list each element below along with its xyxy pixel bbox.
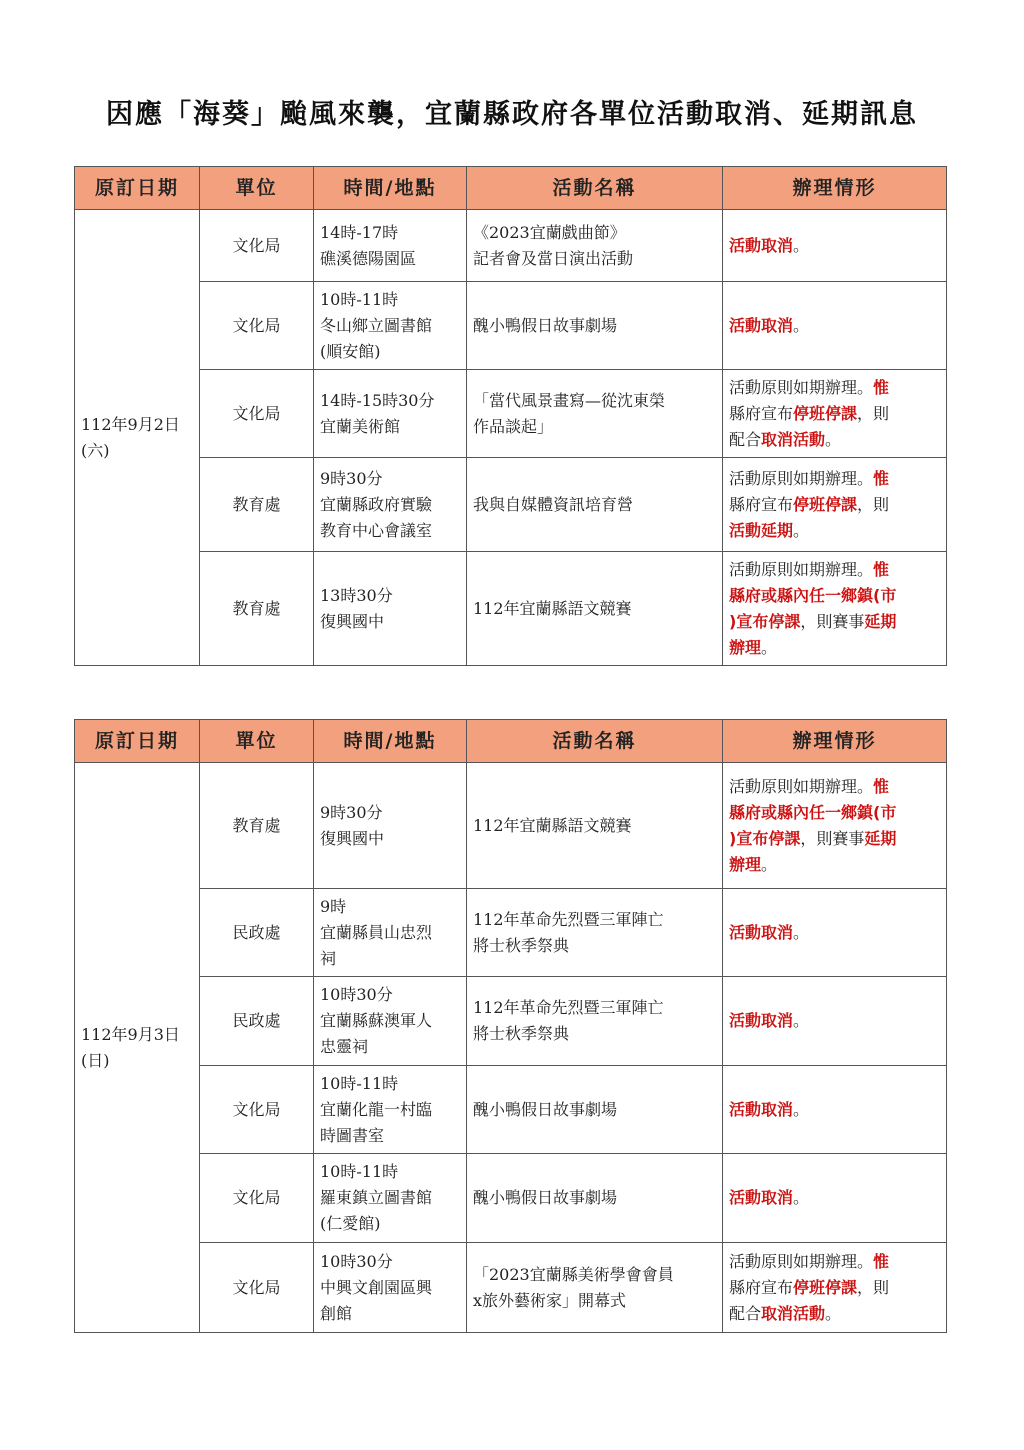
time-place-cell	[314, 1243, 467, 1333]
activity-name-line: 我與自媒體資訊培育營	[473, 494, 634, 514]
status-highlight: 停班停課	[793, 403, 858, 423]
status-text: 。	[761, 854, 778, 874]
time-place-line: 9時30分	[320, 468, 383, 488]
activity-name-line: 將士秋季祭典	[473, 1024, 570, 1043]
date-line: (日)	[81, 1050, 110, 1070]
table-row	[75, 1243, 947, 1333]
unit-cell: 文化局	[200, 1066, 314, 1154]
schedule-table-sep-2	[74, 166, 947, 666]
activity-name-line: 作品談起」	[473, 416, 554, 436]
status-text: ，則	[857, 403, 890, 423]
time-place-line: 宜蘭縣蘇澳軍人	[320, 1011, 433, 1030]
time-place-line: 10時-11時	[320, 1162, 399, 1181]
activity-name-line: 將士秋季祭典	[473, 935, 570, 955]
status-cell	[723, 763, 947, 889]
unit-cell: 文化局	[200, 370, 314, 458]
activity-name-cell	[467, 552, 723, 666]
activity-name-line: x旅外藝術家」開幕式	[473, 1290, 627, 1310]
activity-name-line: 112年革命先烈暨三軍陣亡	[473, 998, 664, 1017]
time-place-line: 中興文創園區興	[320, 1277, 433, 1297]
status-line	[729, 774, 940, 800]
time-place-line: 10時30分	[320, 1251, 393, 1271]
time-place-line: 宜蘭縣員山忠烈	[320, 922, 433, 942]
status-text: 。	[825, 1303, 842, 1323]
date-line: 112年9月2日	[81, 414, 180, 434]
header-unit: 單位	[200, 720, 314, 763]
time-place-line: 礁溪德陽園區	[320, 248, 417, 268]
status-highlight: 取消活動	[761, 1303, 826, 1323]
status-text: 縣府宣布	[729, 1277, 794, 1297]
status-highlight: 取消活動	[761, 429, 826, 449]
status-highlight: 停班停課	[793, 494, 858, 514]
time-place-line: 復興國中	[320, 611, 385, 631]
activity-name-line: 112年宜蘭縣語文競賽	[473, 815, 632, 835]
status-text: 。	[825, 429, 842, 449]
status-text: ，則賽事	[800, 828, 865, 848]
time-place-line: 14時-17時	[320, 222, 399, 242]
status-highlight: 辦理	[729, 854, 762, 874]
header-time-place: 時間/地點	[314, 167, 467, 210]
activity-name-line: 醜小鴨假日故事劇場	[473, 315, 618, 335]
time-place-line: 14時-15時30分	[320, 390, 435, 410]
status-highlight: 停班停課	[793, 1277, 858, 1297]
activity-name-line: 「2023宜蘭縣美術學會會員	[473, 1264, 674, 1284]
table-row	[75, 889, 947, 977]
status-line	[729, 1097, 940, 1123]
activity-name-cell	[467, 763, 723, 889]
status-cell	[723, 210, 947, 282]
status-text: 。	[793, 235, 810, 255]
activity-name-cell	[467, 370, 723, 458]
time-place-cell	[314, 889, 467, 977]
unit-cell: 文化局	[200, 1154, 314, 1243]
activity-name-cell	[467, 1066, 723, 1154]
unit-cell: 民政處	[200, 977, 314, 1066]
status-cell	[723, 370, 947, 458]
table-row	[75, 1154, 947, 1243]
header-activity: 活動名稱	[467, 167, 723, 210]
status-text: 縣府宣布	[729, 494, 794, 514]
status-line	[729, 557, 940, 583]
time-place-line: 教育中心會議室	[320, 520, 433, 540]
status-line	[729, 1249, 940, 1275]
status-text: 活動原則如期辦理。	[729, 377, 874, 397]
status-cell	[723, 889, 947, 977]
header-unit: 單位	[200, 167, 314, 210]
activity-name-line: 「當代風景畫寫—從沈東榮	[473, 390, 666, 410]
status-highlight: 延期	[864, 611, 897, 631]
activity-name-line: 112年革命先烈暨三軍陣亡	[473, 909, 664, 929]
status-line	[729, 609, 940, 635]
date-line: (六)	[81, 440, 110, 460]
activity-name-cell	[467, 1154, 723, 1243]
status-line	[729, 466, 940, 492]
unit-cell: 教育處	[200, 763, 314, 889]
time-place-line: (順安館)	[320, 341, 381, 361]
status-cell	[723, 552, 947, 666]
status-highlight: 惟	[873, 1251, 890, 1271]
table-row	[75, 763, 947, 889]
activity-name-line: 記者會及當日演出活動	[473, 248, 634, 268]
status-text: ，則	[857, 494, 890, 514]
status-cell	[723, 1243, 947, 1333]
status-text: 活動原則如期辦理。	[729, 559, 874, 579]
status-highlight: 惟	[873, 468, 890, 488]
status-line	[729, 583, 940, 609]
status-line	[729, 233, 940, 259]
unit-cell: 文化局	[200, 210, 314, 282]
status-text: 活動原則如期辦理。	[729, 776, 874, 796]
status-text: 。	[761, 637, 778, 657]
time-place-line: 冬山鄉立圖書館	[320, 315, 433, 335]
table-row	[75, 977, 947, 1066]
time-place-line: 宜蘭縣政府實驗	[320, 494, 433, 514]
time-place-line: 時圖書室	[320, 1125, 385, 1145]
status-highlight: 活動取消	[729, 1099, 794, 1119]
status-line	[729, 313, 940, 339]
header-status: 辦理情形	[723, 167, 947, 210]
activity-name-cell	[467, 282, 723, 370]
time-place-line: 9時	[320, 896, 347, 916]
status-line	[729, 635, 940, 661]
status-line	[729, 1301, 940, 1327]
time-place-cell	[314, 1066, 467, 1154]
header-status: 辦理情形	[723, 720, 947, 763]
activity-name-cell	[467, 977, 723, 1066]
status-highlight: 惟	[873, 776, 890, 796]
status-text: 縣府宣布	[729, 403, 794, 423]
table-row	[75, 458, 947, 552]
time-place-cell	[314, 282, 467, 370]
status-line	[729, 920, 940, 946]
time-place-line: 復興國中	[320, 828, 385, 848]
status-highlight: 縣府或縣內任一鄉鎮(市	[729, 802, 897, 822]
unit-cell: 教育處	[200, 458, 314, 552]
activity-name-cell	[467, 1243, 723, 1333]
activity-name-line: 《2023宜蘭戲曲節》	[473, 222, 626, 242]
time-place-cell	[314, 977, 467, 1066]
table-header-row	[75, 720, 947, 763]
status-line	[729, 375, 940, 401]
time-place-line: 宜蘭美術館	[320, 416, 401, 436]
status-highlight: 延期	[864, 828, 897, 848]
time-place-line: 羅東鎮立圖書館	[320, 1188, 433, 1207]
time-place-cell	[314, 1154, 467, 1243]
status-line	[729, 1185, 940, 1211]
table-row	[75, 370, 947, 458]
status-highlight: 活動取消	[729, 1011, 794, 1030]
activity-name-cell	[467, 458, 723, 552]
status-line	[729, 800, 940, 826]
status-text: 配合	[729, 1303, 762, 1323]
time-place-cell	[314, 763, 467, 889]
time-place-line: 10時-11時	[320, 1073, 399, 1093]
status-cell	[723, 1066, 947, 1154]
status-text: 。	[793, 1011, 810, 1030]
table-header-row	[75, 167, 947, 210]
status-highlight: 辦理	[729, 637, 762, 657]
unit-cell: 民政處	[200, 889, 314, 977]
page-title: 因應「海葵」颱風來襲，宜蘭縣政府各單位活動取消、延期訊息	[106, 99, 918, 130]
status-line	[729, 852, 940, 878]
status-line	[729, 1008, 940, 1034]
time-place-line: 10時30分	[320, 985, 393, 1004]
status-text: 活動原則如期辦理。	[729, 1251, 874, 1271]
status-line	[729, 826, 940, 852]
header-activity: 活動名稱	[467, 720, 723, 763]
date-cell	[75, 763, 200, 1333]
time-place-line: 忠靈祠	[320, 1037, 369, 1056]
time-place-cell	[314, 210, 467, 282]
status-line	[729, 518, 940, 544]
time-place-line: (仁愛館)	[320, 1214, 381, 1233]
unit-cell: 文化局	[200, 1243, 314, 1333]
status-highlight: 惟	[873, 559, 890, 579]
activity-name-line: 醜小鴨假日故事劇場	[473, 1188, 618, 1207]
status-text: 。	[793, 520, 810, 540]
status-highlight: 活動取消	[729, 235, 794, 255]
table-row	[75, 282, 947, 370]
status-highlight: 活動延期	[729, 520, 794, 540]
header-time-place: 時間/地點	[314, 720, 467, 763]
status-highlight: 活動取消	[729, 922, 794, 942]
status-cell	[723, 458, 947, 552]
status-text: 配合	[729, 429, 762, 449]
table-row	[75, 210, 947, 282]
status-highlight: 惟	[873, 377, 890, 397]
status-line	[729, 401, 940, 427]
activity-name-cell	[467, 889, 723, 977]
unit-cell: 文化局	[200, 282, 314, 370]
status-text: 。	[793, 922, 810, 942]
header-date: 原訂日期	[75, 167, 200, 210]
time-place-cell	[314, 458, 467, 552]
date-cell	[75, 210, 200, 666]
header-date: 原訂日期	[75, 720, 200, 763]
status-line	[729, 1275, 940, 1301]
activity-name-line: 112年宜蘭縣語文競賽	[473, 598, 632, 618]
status-text: 。	[793, 1099, 810, 1119]
status-cell	[723, 977, 947, 1066]
status-line	[729, 427, 940, 453]
activity-name-line: 醜小鴨假日故事劇場	[473, 1099, 618, 1119]
status-highlight: )宣布停課	[729, 828, 801, 848]
time-place-cell	[314, 370, 467, 458]
status-line	[729, 492, 940, 518]
status-text: 。	[793, 1188, 810, 1207]
status-cell	[723, 1154, 947, 1243]
time-place-line: 10時-11時	[320, 289, 399, 309]
status-highlight: )宣布停課	[729, 611, 801, 631]
status-cell	[723, 282, 947, 370]
activity-name-cell	[467, 210, 723, 282]
status-highlight: 活動取消	[729, 315, 794, 335]
date-line: 112年9月3日	[81, 1024, 180, 1044]
time-place-line: 祠	[320, 948, 337, 968]
status-text: 。	[793, 315, 810, 335]
time-place-line: 創館	[320, 1303, 353, 1323]
table-row	[75, 552, 947, 666]
status-text: ，則賽事	[800, 611, 865, 631]
time-place-line: 9時30分	[320, 802, 383, 822]
status-text: ，則	[857, 1277, 890, 1297]
status-text: 活動原則如期辦理。	[729, 468, 874, 488]
status-highlight: 縣府或縣內任一鄉鎮(市	[729, 585, 897, 605]
unit-cell: 教育處	[200, 552, 314, 666]
time-place-line: 13時30分	[320, 585, 393, 605]
table-row	[75, 1066, 947, 1154]
schedule-table-sep-3	[74, 719, 947, 1333]
time-place-line: 宜蘭化龍一村臨	[320, 1099, 433, 1119]
time-place-cell	[314, 552, 467, 666]
status-highlight: 活動取消	[729, 1188, 794, 1207]
